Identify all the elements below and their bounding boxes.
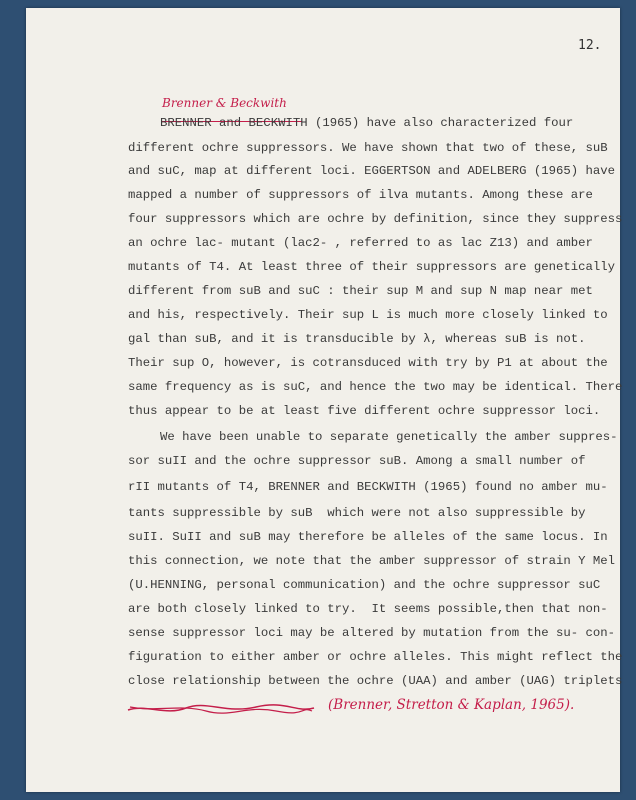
text-line-16: rII mutants of T4, BRENNER and BECKWITH (1965) found no amber mu- — [128, 480, 608, 494]
text-line-22: sense suppressor loci may be altered by mutation from the su- con- — [128, 626, 616, 640]
text-line-23: figuration to either amber or ochre alleles. This might reflect the — [128, 650, 623, 664]
scribbled-out-text — [126, 702, 316, 716]
text-line-5: four suppressors which are ochre by definition, since they suppress — [128, 212, 623, 226]
text-line-3: and suC, map at different loci. EGGERTSON and ADELBERG (1965) have — [128, 164, 616, 178]
text-line-13: thus appear to be at least five different ochre suppressor loci. — [128, 404, 601, 418]
text-line-20: (U.HENNING, personal communication) and the ochre suppressor suC — [128, 578, 601, 592]
text-line-18: suII. SuII and suB may therefore be alleles of the same locus. In — [128, 530, 608, 544]
handwritten-correction-top: Brenner & Beckwith — [162, 96, 287, 110]
text-line-24: close relationship between the ochre (UAA) and amber (UAG) triplets — [128, 674, 623, 688]
handwritten-citation: (Brenner, Stretton & Kaplan, 1965). — [328, 697, 575, 713]
text-line-14: We have been unable to separate genetically the amber suppres- — [160, 430, 618, 444]
text-line-17: tants suppressible by suB which were not also suppressible by — [128, 506, 586, 520]
page-number: 12. — [578, 38, 602, 53]
text-line-9: and his, respectively. Their sup L is much more closely linked to — [128, 308, 608, 322]
text-line-19: this connection, we note that the amber suppressor of strain Y Mel — [128, 554, 616, 568]
text-line-11: Their sup O, however, is cotransduced with try by P1 at about the — [128, 356, 608, 370]
text-line-1: BRENNER and BECKWITH (1965) have also characterized four — [160, 116, 574, 130]
text-line-12: same frequency as is suC, and hence the two may be identical. There — [128, 380, 623, 394]
text-line-4: mapped a number of suppressors of ilva mutants. Among these are — [128, 188, 593, 202]
text-line-8: different from suB and suC : their sup M and sup N map near met — [128, 284, 593, 298]
text-line-7: mutants of T4. At least three of their suppressors are genetically — [128, 260, 616, 274]
text-line-10: gal than suB, and it is transducible by λ, whereas suB is not. — [128, 332, 586, 346]
text-line-2: different ochre suppressors. We have shown that two of these, suB — [128, 141, 608, 155]
text-line-15: sor suII and the ochre suppressor suB. Among a small number of — [128, 454, 586, 468]
text-line-6: an ochre lac- mutant (lac2- , referred to as lac Z13) and amber — [128, 236, 593, 250]
text-line-21: are both closely linked to try. It seems possible,then that non- — [128, 602, 608, 616]
